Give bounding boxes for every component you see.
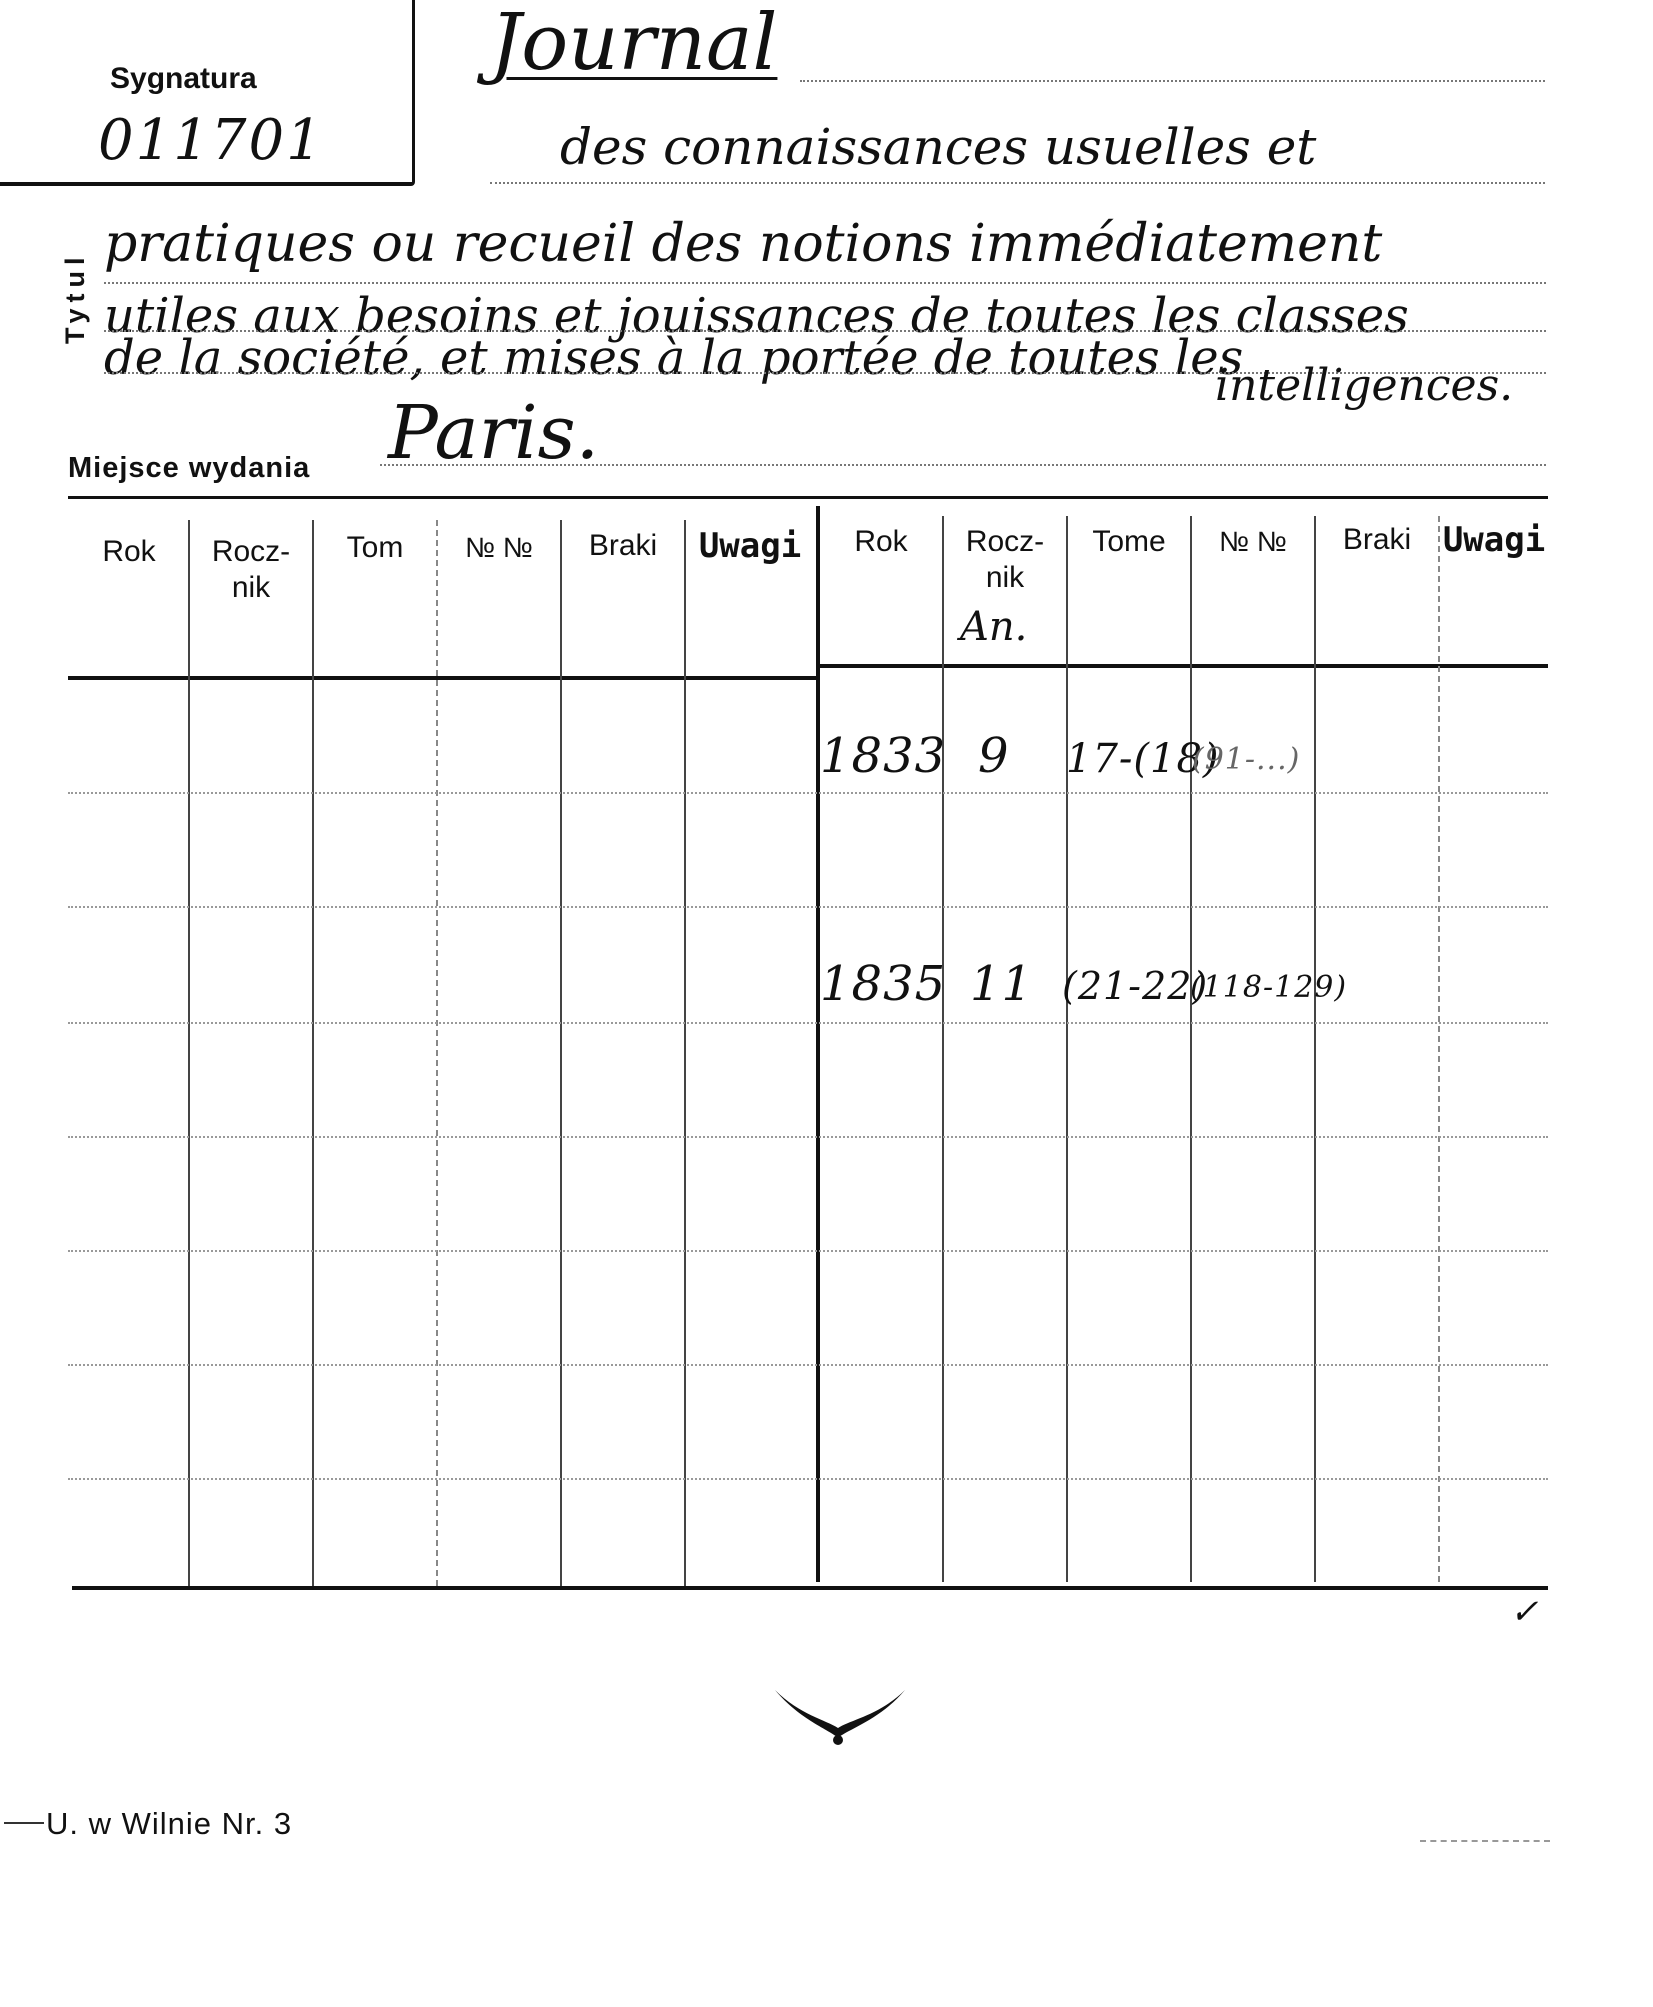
title-line-5: intelligences. [1215, 360, 1514, 411]
col-divider [684, 520, 686, 1586]
entry-tom: (21-22) [1062, 964, 1209, 1008]
place-label: Miejsce wydania [68, 452, 311, 484]
entry-tom: 17-(18) [1066, 736, 1220, 782]
row-line [68, 792, 1548, 794]
flourish-ornament [770, 1680, 910, 1750]
faded-bleed-through [830, 672, 1530, 732]
header-uwagi-left: Uwagi [698, 526, 802, 566]
entry-rocznik: 9 [978, 728, 1010, 784]
table-bottom-border [72, 1586, 1548, 1590]
row-line [68, 1136, 1548, 1138]
row-line [68, 1478, 1548, 1480]
title-line-1: des connaissances usuelles et [560, 118, 1317, 176]
header-braki-left: Braki [588, 529, 658, 562]
title-dotted-line-3 [104, 282, 1546, 284]
place-dotted-line [380, 464, 1546, 466]
header-rocznik-left: Rocz- nik [211, 535, 291, 604]
row-line [68, 906, 1548, 908]
title-label: Tytul [60, 251, 90, 345]
entry-numbers: (118-129) [1190, 970, 1348, 1005]
footer-mark [4, 1822, 44, 1824]
center-divider [816, 506, 820, 1582]
header-braki-right: Braki [1342, 523, 1412, 556]
title-dotted-line-2 [490, 182, 1545, 184]
signature-number: 011701 [98, 108, 324, 173]
header-uwagi-right: Uwagi [1442, 520, 1546, 560]
col-divider [188, 520, 190, 1586]
title-line-4: de la société, et mises à la portée de toutes les [104, 330, 1244, 386]
col-divider [560, 520, 562, 1586]
row-line [68, 1364, 1548, 1366]
header-rok-left: Rok [102, 535, 156, 568]
col-divider [312, 520, 314, 1586]
check-mark: ✓ [1510, 1592, 1539, 1632]
header-divider-left [68, 676, 820, 680]
title-line-3: utiles aux besoins et jouissances de toutes les classes [104, 288, 1409, 344]
header-tome-right: Tome [1092, 525, 1166, 558]
footer-dash [1420, 1840, 1550, 1842]
entry-year: 1833 [820, 728, 947, 784]
footer-label: U. w Wilnie Nr. 3 [46, 1806, 293, 1841]
header-numbers-right: № № [1219, 526, 1287, 557]
header-rok-right: Rok [854, 525, 908, 558]
title-line-2: pratiques ou recueil des notions immédiatement [104, 214, 1383, 274]
row-line [68, 1250, 1548, 1252]
signature-label: Sygnatura [110, 62, 257, 95]
row-line [68, 1022, 1548, 1024]
entry-numbers: (91-...) [1192, 742, 1301, 777]
entry-year: 1835 [820, 956, 947, 1012]
title-dotted-line-1 [800, 80, 1545, 82]
entry-rocznik: 11 [970, 956, 1034, 1012]
rocznik-annotation: An. [960, 604, 1028, 650]
header-tom-left: Tom [346, 531, 404, 564]
header-rocznik-right: Rocz- nik [965, 525, 1045, 594]
title-first-word: Journal [490, 0, 778, 88]
header-numbers-left: № № [465, 532, 533, 563]
col-divider [436, 520, 438, 1586]
table-top-border [68, 496, 1548, 499]
place-value: Paris. [388, 390, 600, 476]
